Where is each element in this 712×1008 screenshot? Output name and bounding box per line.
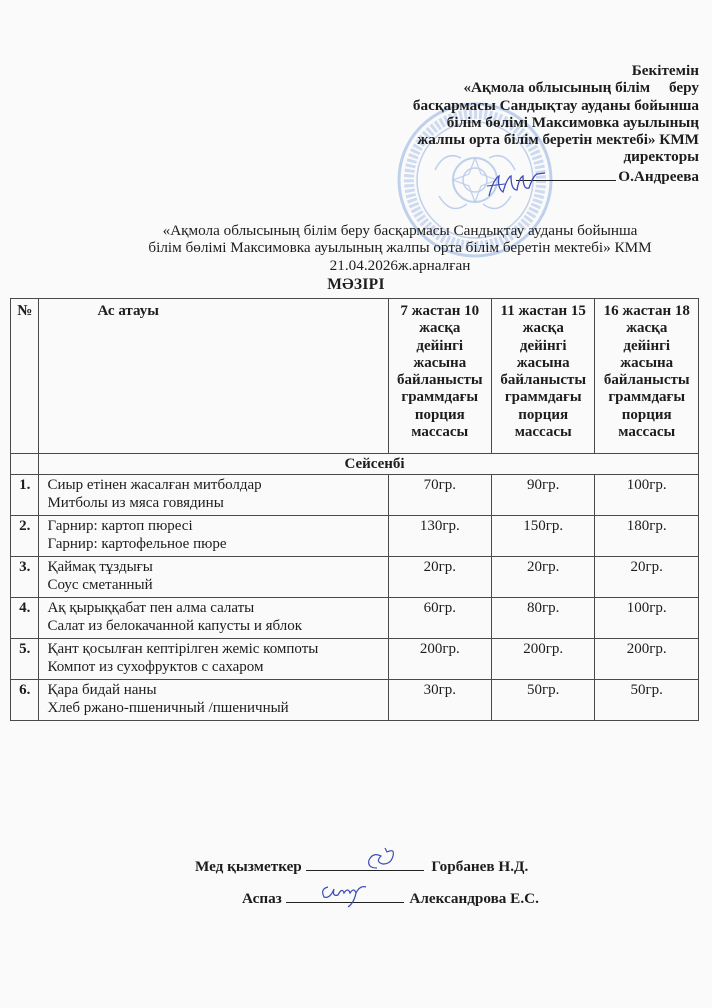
approval-line: білім бөлімі Максимовка ауылының xyxy=(446,113,699,131)
portion-7-10: 130гр. xyxy=(388,516,491,557)
dish-name-kz: Гарнир: картоп пюресі xyxy=(47,518,193,534)
table-header-row xyxy=(11,299,699,454)
portion-7-10: 60гр. xyxy=(388,598,491,639)
header-text: 7 жастан 10 xyxy=(400,303,480,319)
table-row xyxy=(11,680,699,721)
day-row-empty-cell xyxy=(11,454,39,475)
day-row xyxy=(11,454,699,475)
header-age-7-10 xyxy=(388,299,491,454)
row-number: 1. xyxy=(11,475,39,516)
medic-label: Мед қызметкер xyxy=(195,858,302,875)
header-text: граммдағы xyxy=(504,389,582,406)
header-text: дейінгі xyxy=(416,337,464,354)
dish-name-kz: Сиыр етінен жасалған митболдар xyxy=(47,477,262,493)
day-label: Сейсенбі xyxy=(39,454,699,475)
director-signature xyxy=(485,170,547,200)
portion-11-15: 80гр. xyxy=(492,598,595,639)
row-number: 3. xyxy=(11,557,39,598)
dish-name xyxy=(39,557,388,598)
table-row xyxy=(11,557,699,598)
portion-11-15: 50гр. xyxy=(492,680,595,721)
portion-7-10: 30гр. xyxy=(388,680,491,721)
header-number: № xyxy=(11,299,39,454)
header-text: жасқа xyxy=(419,320,461,337)
dish-name xyxy=(39,680,388,721)
dish-name-ru: Соус сметанный xyxy=(47,576,153,593)
portion-11-15: 150гр. xyxy=(492,516,595,557)
header-text: жасына xyxy=(620,354,674,371)
dish-name xyxy=(39,639,388,680)
header-text: байланысты xyxy=(603,372,690,389)
header-text: жасына xyxy=(413,354,467,371)
cook-label: Аспаз xyxy=(242,890,282,907)
portion-16-18: 180гр. xyxy=(595,516,699,557)
row-number: 6. xyxy=(11,680,39,721)
organization-header xyxy=(100,222,700,274)
dish-name xyxy=(39,516,388,557)
dish-name-ru: Митболы из мяса говядины xyxy=(47,494,224,511)
cook-name: Александрова Е.С. xyxy=(409,890,539,907)
portion-16-18: 50гр. xyxy=(595,680,699,721)
header-text: граммдағы xyxy=(401,389,479,406)
header-age-11-15 xyxy=(492,299,595,454)
portion-11-15: 20гр. xyxy=(492,557,595,598)
header-text: жасқа xyxy=(626,320,668,337)
header-text: жасына xyxy=(516,354,570,371)
approval-line: «Ақмола облысының білім беру xyxy=(463,79,699,97)
table-row xyxy=(11,516,699,557)
dish-name-kz: Қант қосылған кептірілген жеміс компоты xyxy=(47,641,319,657)
header-text: байланысты xyxy=(396,372,483,389)
row-number: 2. xyxy=(11,516,39,557)
medic-signature xyxy=(363,846,399,870)
header-text: порция xyxy=(621,406,672,423)
header-text: порция xyxy=(518,406,569,423)
portion-16-18: 100гр. xyxy=(595,475,699,516)
portion-7-10: 200гр. xyxy=(388,639,491,680)
cook-signature-line xyxy=(242,888,539,908)
portion-16-18: 100гр. xyxy=(595,598,699,639)
menu-table xyxy=(10,298,699,721)
header-text: 16 жастан 18 xyxy=(603,303,690,319)
table-row xyxy=(11,598,699,639)
row-number: 4. xyxy=(11,598,39,639)
row-number: 5. xyxy=(11,639,39,680)
header-text: жасқа xyxy=(522,320,564,337)
page-title: МӘЗІРІ xyxy=(327,276,385,293)
header-text: дейінгі xyxy=(519,337,567,354)
header-text: граммдағы xyxy=(608,389,686,406)
portion-7-10: 70гр. xyxy=(388,475,491,516)
dish-name-ru: Салат из белокачанной капусты и яблок xyxy=(47,617,303,634)
cook-signature xyxy=(318,879,370,909)
approval-line: жалпы орта білім беретін мектебі» КММ xyxy=(417,131,699,149)
dish-name-kz: Ақ қырыққабат пен алма салаты xyxy=(47,600,255,616)
approval-block xyxy=(329,62,699,185)
dish-name-kz: Қаймақ тұздығы xyxy=(47,559,153,575)
portion-16-18: 20гр. xyxy=(595,557,699,598)
medic-name: Горбанев Н.Д. xyxy=(431,858,529,875)
dish-name-ru: Компот из сухофруктов с сахаром xyxy=(47,658,264,675)
medic-signature-line xyxy=(195,856,528,876)
director-name: О.Андреева xyxy=(618,167,699,185)
header-text: массасы xyxy=(514,424,572,441)
header-dish-name: Ас атауы xyxy=(39,299,388,454)
header-text: байланысты xyxy=(500,372,587,389)
menu-date: 21.04.2026ж.арналған xyxy=(329,256,471,274)
portion-11-15: 200гр. xyxy=(492,639,595,680)
approval-line: басқармасы Сандықтау ауданы бойынша xyxy=(412,96,699,114)
table-row xyxy=(11,475,699,516)
organization-line: білім бөлімі Максимовка ауылының жалпы орта білім беретін мектебі» КММ xyxy=(148,239,652,257)
header-text: массасы xyxy=(618,424,676,441)
portion-7-10: 20гр. xyxy=(388,557,491,598)
header-text: порция xyxy=(414,406,465,423)
header-text: массасы xyxy=(411,424,469,441)
approval-line: директоры xyxy=(623,148,699,166)
portion-16-18: 200гр. xyxy=(595,639,699,680)
portion-11-15: 90гр. xyxy=(492,475,595,516)
dish-name-ru: Гарнир: картофельное пюре xyxy=(47,535,227,552)
dish-name xyxy=(39,475,388,516)
header-text: дейінгі xyxy=(623,337,671,354)
organization-line: «Ақмола облысының білім беру басқармасы Сандықтау ауданы бойынша xyxy=(162,222,638,239)
table-row xyxy=(11,639,699,680)
dish-name xyxy=(39,598,388,639)
dish-name-kz: Қара бидай наны xyxy=(47,682,157,698)
dish-name-ru: Хлеб ржано-пшеничный /пшеничный xyxy=(47,699,289,716)
approval-heading: Бекітемін xyxy=(631,62,699,79)
header-age-16-18 xyxy=(595,299,699,454)
header-text: 11 жастан 15 xyxy=(500,303,586,319)
